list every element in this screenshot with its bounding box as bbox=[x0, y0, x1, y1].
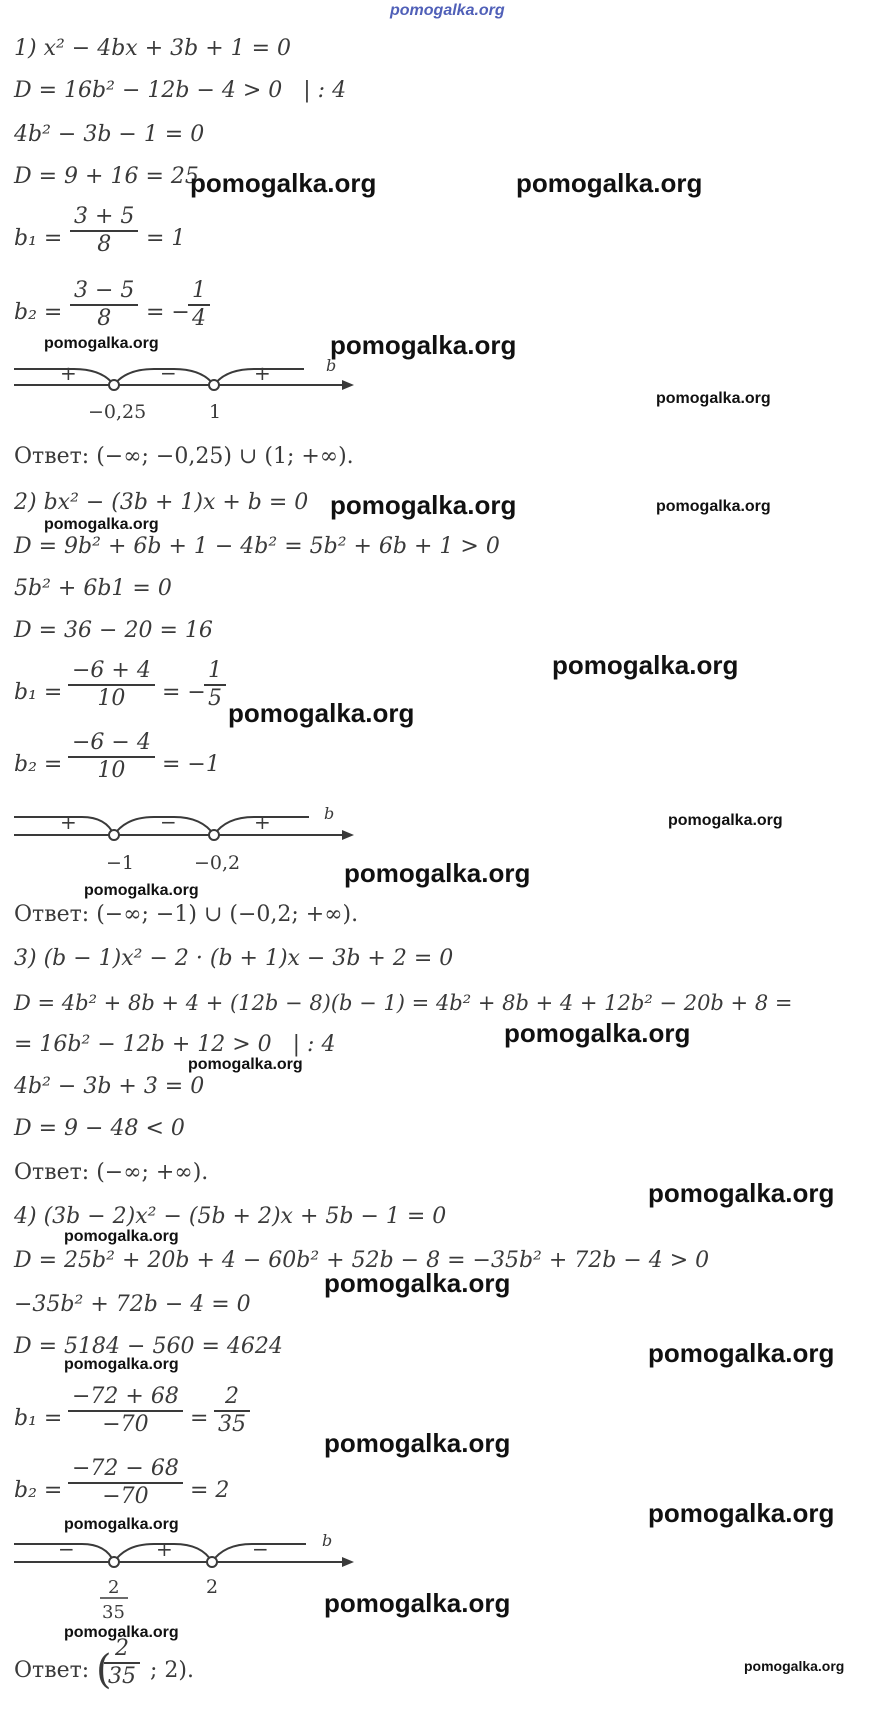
p4-b1-label: b₁ = bbox=[14, 1406, 63, 1431]
p2-point-1: −1 bbox=[106, 852, 135, 874]
watermark-10: pomogalka.org bbox=[228, 698, 415, 728]
p1-discriminant: D = 16b² − 12b − 4 > 0 | : 4 bbox=[14, 78, 347, 103]
watermark-17: pomogalka.org bbox=[64, 1228, 179, 1245]
watermark-21: pomogalka.org bbox=[324, 1428, 511, 1458]
watermark-26: pomogalka.org bbox=[744, 1658, 845, 1674]
watermark-9: pomogalka.org bbox=[552, 650, 739, 680]
watermark-12: pomogalka.org bbox=[344, 858, 531, 888]
p3-discriminant-continued: = 16b² − 12b + 12 > 0 | : 4 bbox=[14, 1032, 336, 1057]
p2-b1-fraction bbox=[68, 658, 155, 712]
p4-point-1-numerator: 2 bbox=[108, 1577, 120, 1598]
p4-sign-2: + bbox=[156, 1537, 173, 1561]
watermark-1: pomogalka.org bbox=[190, 168, 377, 198]
p2-axis-label: b bbox=[324, 804, 335, 823]
p4-discriminant: D = 25b² + 20b + 4 − 60b² + 52b − 8 = −35b² + 72b − 4 > 0 bbox=[14, 1248, 710, 1273]
p1-point-1: −0,25 bbox=[88, 401, 147, 423]
p2-b1-equals: = − bbox=[162, 680, 206, 705]
p1-b1-numerator: 3 + 5 bbox=[74, 204, 135, 229]
p4-b1-numerator: −72 + 68 bbox=[72, 1384, 179, 1409]
p4-axis-label: b bbox=[322, 1531, 333, 1550]
p2-sign-3: + bbox=[254, 810, 271, 834]
watermark-13: pomogalka.org bbox=[84, 882, 199, 899]
watermark-7: pomogalka.org bbox=[44, 516, 159, 533]
top-watermark: pomogalka.org bbox=[390, 2, 505, 19]
p1-sign-2: − bbox=[160, 361, 177, 385]
p2-b2-denominator: 10 bbox=[68, 756, 155, 784]
p4-answer-tail: ; 2). bbox=[150, 1658, 194, 1683]
watermark-16: pomogalka.org bbox=[648, 1178, 835, 1208]
p1-point-2: 1 bbox=[209, 401, 222, 423]
p2-sign-2: − bbox=[160, 810, 177, 834]
p4-answer-numerator: 2 bbox=[115, 1636, 129, 1661]
p1-sign-1: + bbox=[60, 361, 77, 385]
p2-b2-numerator: −6 − 4 bbox=[72, 730, 151, 755]
watermark-2: pomogalka.org bbox=[516, 168, 703, 198]
p1-b2-result-denominator: 4 bbox=[188, 304, 210, 332]
p4-answer-denominator: 35 bbox=[104, 1662, 140, 1690]
p4-b1-result-denominator: 35 bbox=[214, 1410, 250, 1438]
p4-equation: 4) (3b − 2)x² − (5b + 2)x + 5b − 1 = 0 bbox=[14, 1204, 447, 1229]
p3-answer: Ответ: (−∞; +∞). bbox=[14, 1160, 209, 1185]
p1-number-line bbox=[14, 355, 354, 425]
p2-reduced-equation: 5b² + 6b1 = 0 bbox=[14, 576, 172, 601]
p4-sign-1: − bbox=[58, 1537, 75, 1561]
p3-discriminant: D = 4b² + 8b + 4 + (12b − 8)(b − 1) = 4b² + 8b + 4 + 12b² − 20b + 8 = bbox=[14, 991, 793, 1015]
p3-discriminant-2: D = 9 − 48 < 0 bbox=[14, 1116, 185, 1141]
p2-b2-fraction bbox=[68, 730, 155, 784]
watermark-6: pomogalka.org bbox=[330, 490, 517, 520]
p1-b2-result-fraction bbox=[188, 278, 210, 332]
p1-discriminant-2: D = 9 + 16 = 25 bbox=[14, 164, 199, 189]
p1-b1-label: b₁ = bbox=[14, 226, 63, 251]
p2-point-2: −0,2 bbox=[194, 852, 241, 874]
p4-b1-denominator: −70 bbox=[68, 1410, 183, 1438]
p1-equation: 1) x² − 4bx + 3b + 1 = 0 bbox=[14, 36, 292, 61]
watermark-11: pomogalka.org bbox=[668, 812, 783, 829]
p4-answer-prefix: Ответ: bbox=[14, 1658, 90, 1683]
p2-b1-result-fraction bbox=[204, 658, 226, 712]
p3-equation: 3) (b − 1)x² − 2 · (b + 1)x − 3b + 2 = 0 bbox=[14, 946, 454, 971]
p1-b2-denominator: 8 bbox=[70, 304, 138, 332]
watermark-15: pomogalka.org bbox=[188, 1056, 303, 1073]
p4-reduced-equation: −35b² + 72b − 4 = 0 bbox=[14, 1292, 251, 1317]
p1-b1-denominator: 8 bbox=[70, 230, 138, 258]
p2-answer: Ответ: (−∞; −1) ∪ (−0,2; +∞). bbox=[14, 902, 359, 927]
watermark-22: pomogalka.org bbox=[648, 1498, 835, 1528]
p4-b2-numerator: −72 − 68 bbox=[72, 1456, 179, 1481]
p2-discriminant: D = 9b² + 6b + 1 − 4b² = 5b² + 6b + 1 > 0 bbox=[14, 534, 500, 559]
watermark-5: pomogalka.org bbox=[656, 390, 771, 407]
p4-point-2: 2 bbox=[206, 1576, 219, 1598]
watermark-8: pomogalka.org bbox=[656, 498, 771, 515]
p2-b1-label: b₁ = bbox=[14, 680, 63, 705]
p2-discriminant-2: D = 36 − 20 = 16 bbox=[14, 618, 213, 643]
watermark-3: pomogalka.org bbox=[330, 330, 517, 360]
watermark-23: pomogalka.org bbox=[64, 1516, 179, 1533]
p1-b2-equals: = − bbox=[146, 300, 190, 325]
p4-b1-result-fraction bbox=[214, 1384, 250, 1438]
p2-b2-label: b₂ = bbox=[14, 752, 63, 777]
p1-b2-fraction bbox=[70, 278, 138, 332]
p2-b1-denominator: 10 bbox=[68, 684, 155, 712]
p1-b2-label: b₂ = bbox=[14, 300, 63, 325]
p4-sign-3: − bbox=[252, 1537, 269, 1561]
p1-reduced-equation: 4b² − 3b − 1 = 0 bbox=[14, 122, 205, 147]
p4-b2-fraction bbox=[68, 1456, 183, 1510]
p1-b2-numerator: 3 − 5 bbox=[74, 278, 135, 303]
p2-b2-result: = −1 bbox=[162, 752, 220, 777]
p3-reduced-equation: 4b² − 3b + 3 = 0 bbox=[14, 1074, 205, 1099]
p4-number-line bbox=[14, 1530, 354, 1626]
watermark-25: pomogalka.org bbox=[64, 1624, 179, 1641]
p4-b1-equals: = bbox=[190, 1406, 209, 1431]
watermark-20: pomogalka.org bbox=[64, 1356, 179, 1373]
p1-sign-3: + bbox=[254, 361, 271, 385]
p4-b1-fraction bbox=[68, 1384, 183, 1438]
p2-equation: 2) bx² − (3b + 1)x + b = 0 bbox=[14, 490, 309, 515]
p1-axis-label: b bbox=[326, 356, 337, 375]
p4-b1-result-numerator: 2 bbox=[225, 1384, 239, 1409]
watermark-24: pomogalka.org bbox=[324, 1588, 511, 1618]
p2-b1-result-denominator: 5 bbox=[204, 684, 226, 712]
p4-b2-result: = 2 bbox=[190, 1478, 230, 1503]
watermark-14: pomogalka.org bbox=[504, 1018, 691, 1048]
watermark-4: pomogalka.org bbox=[44, 335, 159, 352]
p4-b2-denominator: −70 bbox=[68, 1482, 183, 1510]
p1-b1-fraction bbox=[70, 204, 138, 258]
p4-answer-fraction bbox=[104, 1636, 140, 1690]
watermark-19: pomogalka.org bbox=[648, 1338, 835, 1368]
watermark-18: pomogalka.org bbox=[324, 1268, 511, 1298]
p1-b1-result: = 1 bbox=[146, 226, 186, 251]
p4-answer-open-paren: ( bbox=[96, 1647, 112, 1693]
p2-number-line bbox=[14, 803, 354, 877]
p1-answer: Ответ: (−∞; −0,25) ∪ (1; +∞). bbox=[14, 444, 354, 469]
p2-b1-result-numerator: 1 bbox=[208, 658, 222, 683]
p4-point-1-denominator: 35 bbox=[102, 1602, 125, 1623]
p2-b1-numerator: −6 + 4 bbox=[72, 658, 151, 683]
p4-b2-label: b₂ = bbox=[14, 1478, 63, 1503]
p4-discriminant-2: D = 5184 − 560 = 4624 bbox=[14, 1334, 283, 1359]
p1-b2-result-numerator: 1 bbox=[192, 278, 206, 303]
p2-sign-1: + bbox=[60, 810, 77, 834]
